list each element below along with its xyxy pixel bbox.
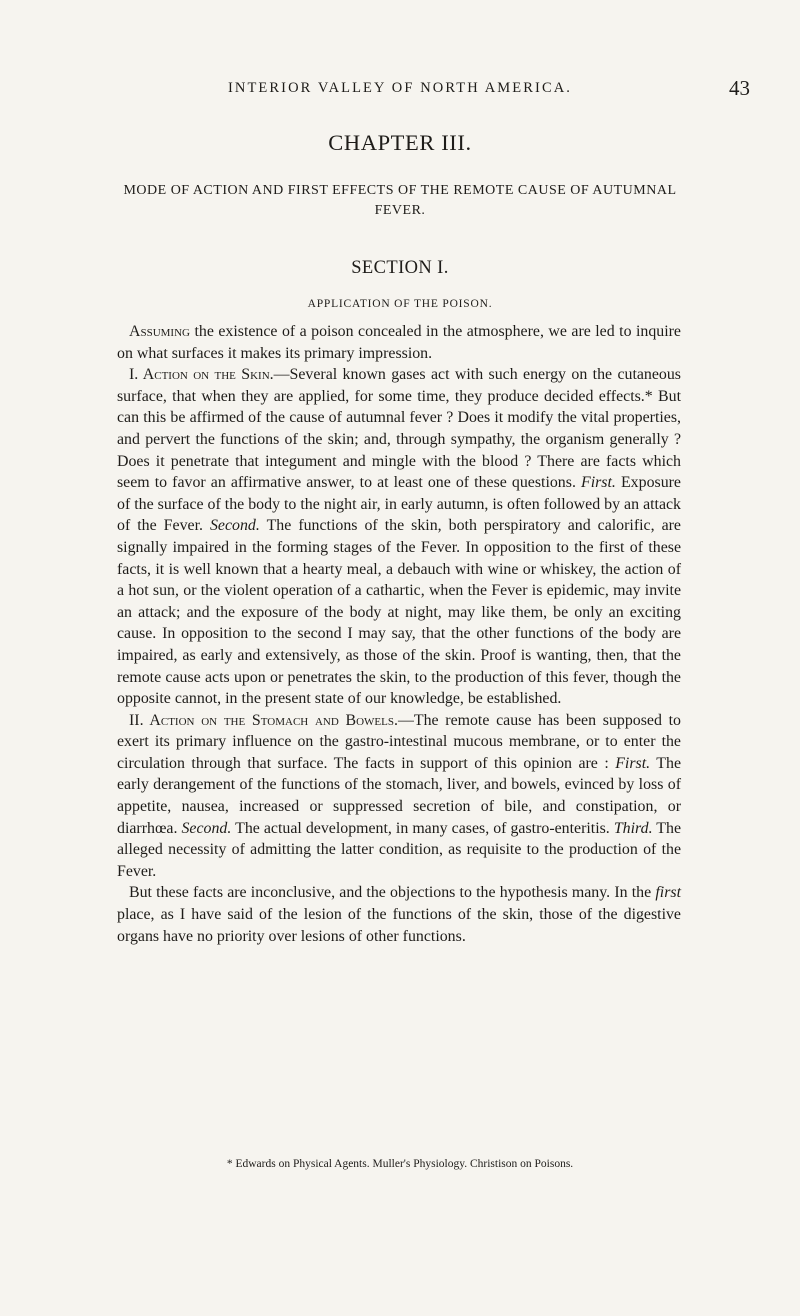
- page-number: 43: [729, 76, 750, 100]
- paragraph-text: —The remote cause has been supposed to exert its primary influence on the gastro-intestinal mucous membrane, or to enter the circulation through that surface. The facts in support of this opinion are :: [117, 711, 681, 772]
- paragraph-text: place, as I have said of the lesion of the functions of the skin, those of the digestive organs have no priority over lesions of other functions.: [117, 906, 681, 945]
- section-title: SECTION I.: [351, 258, 449, 278]
- emphasis-first: First.: [615, 754, 651, 772]
- paragraph-skin: [117, 364, 681, 710]
- paragraph-text: But these facts are inconclusive, and the objections to the hypothesis many. In the: [129, 884, 656, 902]
- chapter-title: CHAPTER III.: [328, 130, 472, 155]
- paragraph-heading: I. Action on the Skin.: [129, 366, 274, 384]
- paragraph-text: The actual development, in many cases, of gastro-enteritis.: [231, 819, 614, 837]
- chapter-subtitle: MODE OF ACTION AND FIRST EFFECTS OF THE REMOTE CAUSE OF AUTUMNAL FEVER.: [123, 183, 677, 218]
- paragraph-heading: II. Action on the Stomach and Bowels.: [129, 711, 398, 729]
- emphasis-third: Third.: [613, 819, 653, 837]
- paragraph-text: The early derangement of the functions of the stomach, liver, and bowels, evinced by loss of appetite, nausea, increased or suppressed secretion of bile, and constipation, or diarrhœa.: [117, 754, 681, 837]
- drop-lead: Assuming: [129, 323, 190, 340]
- paragraph-text: The alleged necessity of admitting the latter condition, as requisite to the production of the Fever.: [117, 819, 682, 880]
- body-text: [117, 321, 681, 947]
- paragraph-text: —Several known gases act with such energy on the cutaneous surface, that when they are applied, for some time, they produce decided effects.* But can this be affirmed of the cause of autumnal fever ? Does it modify the vital properties, and pervert the functions of the skin; and, through sympathy, the organism generally ? Does it penetrate that integument and mingle with the blood ? There are facts which seem to favor an affirmative answer, to at least one of these questions.: [117, 366, 681, 492]
- footnote: * Edwards on Physical Agents. Muller's Physiology. Christison on Poisons.: [226, 1158, 574, 1170]
- paragraph-stomach: [117, 710, 681, 883]
- emphasis-second: Second.: [209, 517, 260, 535]
- emphasis-first: first: [655, 884, 681, 902]
- emphasis-second: Second.: [181, 819, 232, 837]
- paragraph-text: the existence of a poison concealed in the atmosphere, we are led to inquire on what surfaces it makes its primary impression.: [117, 323, 681, 362]
- paragraph-text: The functions of the skin, both perspiratory and calorific, are signally impaired in the forming stages of the Fever. In opposition to the first of these facts, it is well known that a hearty meal, a debauch with wine or whiskey, the action of a hot sun, or the violent operation of a cathartic, when the Fever is epidemic, may invite an attack; and the exposure of the body at night, may like them, be only an exciting cause. In opposition to the second I may say, that the other functions of the body are impaired, as early and extensively, as those of the skin. Proof is wanting, then, that the remote cause acts upon or penetrates the skin, to the production of this fever, though the opposite cannot, in the present state of our knowledge, be established.: [117, 517, 681, 708]
- paragraph-text: Exposure of the surface of the body to the night air, in early autumn, is often followed by an attack of the Fever.: [117, 474, 681, 535]
- emphasis-first: First.: [581, 474, 616, 492]
- paragraph-conclusion: [117, 882, 681, 947]
- paragraph-intro: [117, 321, 681, 364]
- section-subtitle: APPLICATION OF THE POISON.: [307, 298, 493, 310]
- running-head: INTERIOR VALLEY OF NORTH AMERICA.: [227, 80, 573, 96]
